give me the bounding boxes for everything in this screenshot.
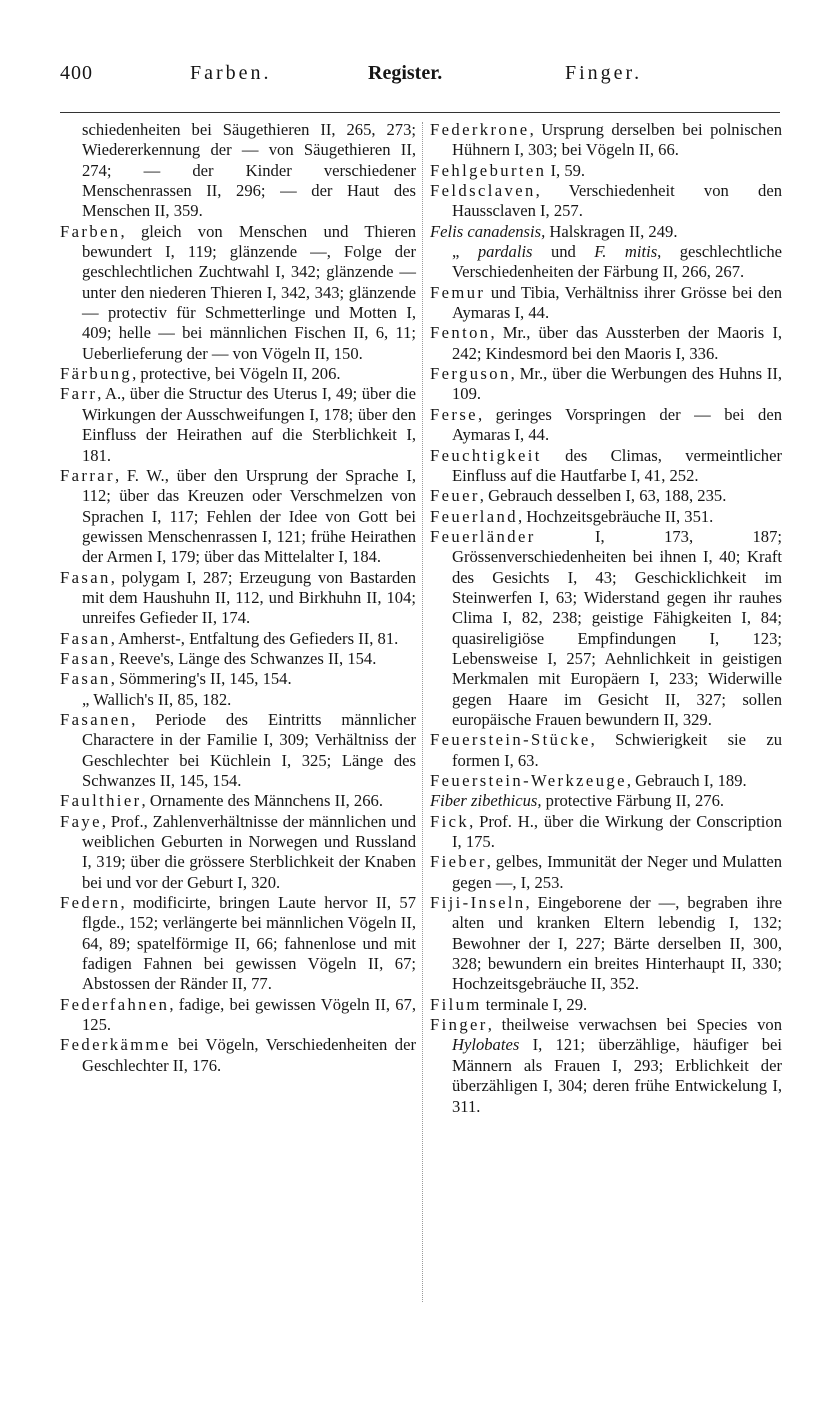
entry-keyword: Fasanen	[60, 709, 132, 729]
entry-text: , Sömmering's II, 145, 154.	[110, 669, 292, 689]
index-entry	[430, 242, 782, 283]
entry-keyword: Ferse	[430, 404, 478, 424]
entry-text: , protective, bei Vögeln II, 206.	[132, 364, 341, 384]
entry-text: , Gebrauch desselben I, 63, 188, 235.	[479, 486, 727, 506]
entry-text: , Amherst-, Entfaltung des Gefieders II, 81.	[110, 628, 399, 648]
entry-text: , Eingeborene der —, begraben ihre alten und kranken Eltern lebendig I, 132; Bewohner der I, 227; Bärte derselben II, 300, 328; bewundern ein breites Hinterhaupt II, 330; Hochzeitsgebräuche II, 352.	[452, 893, 782, 994]
entry-text: , Periode des Eintritts männlicher Charactere in der Familie I, 309; Verhältniss der Geschlechter bei Küchlein I, 325; Länge des Schwanzes II, 145, 154.	[82, 709, 416, 790]
entry-keyword: Femur	[430, 282, 486, 302]
entry-keyword: Federkämme	[60, 1035, 171, 1055]
entry-keyword: Feuerland	[430, 506, 518, 526]
index-entry	[60, 1035, 416, 1076]
index-entry	[60, 466, 416, 568]
index-entry	[430, 791, 782, 811]
entry-keyword: Finger	[430, 1015, 488, 1035]
entry-keyword: Feuerländer	[430, 526, 536, 546]
right-column	[430, 120, 782, 1117]
entry-keyword: Ferguson	[430, 364, 511, 384]
entry-text: , A., über die Structur des Uterus I, 49; über die Wirkungen der Ausschweifungen I, 178; über den Einfluss der Heirathen auf die Sterblichkeit I, 181.	[82, 384, 416, 465]
index-entry	[430, 323, 782, 364]
index-entry	[430, 893, 782, 995]
entry-keyword: Fick	[430, 811, 470, 831]
index-entry	[60, 893, 416, 995]
entry-italic: F. mitis	[594, 242, 658, 262]
index-entry	[430, 222, 782, 242]
entry-keyword: Fasan	[60, 628, 111, 648]
entry-text: , gleich von Menschen und Thieren bewundert I, 119; glänzende —, Folge der geschlechtlichen Zuchtwahl I, 342; glänzende — unter den niederen Thieren I, 342, 343; glänzende — protectiv für Schmetterlinge und Motten I, 409; helle — bei männlichen Fischen II, 6, 11; Ueberlieferung der — von Vögeln II, 150.	[82, 221, 416, 363]
index-entry	[60, 384, 416, 465]
index-entry	[430, 995, 782, 1015]
header-right-term: Finger.	[565, 62, 643, 84]
entry-keyword: Feuerstein-Werkzeuge	[430, 771, 627, 790]
entry-text: schiedenheiten bei Säugethieren II, 265, 273; Wiedererkennung der — von Säugethieren II, 274; — der Kinder verschiedener Menschenrassen II, 296; — der Haut des Menschen II, 359.	[82, 120, 416, 221]
entry-text: , Mr., über die Werbungen des Huhns II, 109.	[452, 364, 782, 404]
index-entry	[430, 527, 782, 730]
entry-text: , Gebrauch I, 189.	[626, 771, 747, 790]
entry-keyword: Federkrone	[430, 120, 530, 139]
index-entry	[60, 222, 416, 364]
entry-text: , Prof., Zahlenverhältnisse der männlichen und weiblichen Geburten in Norwegen und Russland I, 319; über die grössere Sterblichkeit der Knaben bei und vor der Geburt I, 320.	[82, 811, 416, 892]
index-entry	[430, 120, 782, 161]
entry-keyword-italic: Fiber zibethicus,	[430, 791, 542, 811]
index-entry	[60, 629, 416, 649]
entry-italic: Hylobates	[452, 1035, 520, 1055]
entry-keyword: Fehlgeburten	[430, 160, 547, 180]
index-entry	[430, 730, 782, 771]
index-entry	[430, 283, 782, 324]
entry-keyword: Farben	[60, 221, 121, 241]
entry-text: , Schwierigkeit sie zu formen I, 63.	[452, 730, 782, 770]
index-entry	[60, 690, 416, 710]
entry-text: , geringes Vorspringen der — bei den Aymaras I, 44.	[452, 404, 782, 445]
index-entry	[60, 649, 416, 669]
entry-keyword: Farrar	[60, 465, 115, 485]
entry-text: und Tibia, Verhältniss ihrer Grösse bei den Aymaras I, 44.	[452, 282, 782, 323]
entry-keyword-italic: Felis canadensis,	[430, 221, 546, 241]
index-entry	[60, 364, 416, 384]
entry-text: , polygam I, 287; Erzeugung von Bastarden mit dem Haushuhn II, 112, und Birkhuhn II, 104; unreifes Gefieder II, 174.	[82, 567, 416, 628]
entry-text: , Reeve's, Länge des Schwanzes II, 154.	[110, 648, 377, 668]
header-left-term: Farben.	[190, 62, 272, 84]
header-title: Register.	[368, 62, 443, 84]
entry-keyword: Faye	[60, 811, 102, 831]
entry-keyword: Faulthier	[60, 791, 142, 811]
entry-text: , Ornamente des Männchens II, 266.	[141, 791, 383, 811]
entry-text: , fadige, bei gewissen Vögeln II, 67, 125.	[82, 994, 416, 1035]
entry-text: „ Wallich's II, 85, 182.	[82, 689, 232, 709]
index-entry	[60, 710, 416, 791]
entry-text: bei Vögeln, Verschiedenheiten der Geschlechter II, 176.	[82, 1035, 416, 1075]
index-entry	[430, 852, 782, 893]
entry-keyword: Fasan	[60, 567, 111, 587]
entry-text: , F. W., über den Ursprung der Sprache I, 112; über das Kreuzen oder Verschmelzen von Sprachen I, 117; Fehlen der Idee von Gott bei gewissen Menschenrassen I, 121; frühe Heirathen der Armen I, 179; über das Mittelalter I, 184.	[82, 465, 416, 567]
entry-text: I, 121; überzählige, häufiger bei Männern als Frauen I, 293; Erblichkeit der überzähligen I, 304; deren frühe Entwickelung I, 311.	[452, 1035, 782, 1116]
entry-text: , Verschiedenheit von den Haussclaven I, 257.	[452, 181, 782, 221]
entry-text: I, 173, 187; Grössenverschiedenheiten bei ihnen I, 40; Kraft des Gesichts I, 43; Geschicklichkeit im Steinwerfen I, 63; Widerstand gegen ihr rauhes Clima I, 82, 238; geistige Fähigkeiten I, 84; quasireligiöse Empfindungen I, 123; Lebensweise I, 257; Aehnlichkeit in geistigen Merkmalen mit Europäern I, 233; Widerwille gegen Haare im Gesicht II, 327; sollen europäische Frauen bewundern II, 329.	[452, 526, 782, 729]
entry-text: , Hochzeitsgebräuche II, 351.	[517, 506, 714, 526]
entry-keyword: Fenton	[430, 323, 491, 343]
entry-text: , Prof. H., über die Wirkung der Conscription I, 175.	[452, 811, 782, 852]
entry-text: , gelbes, Immunität der Neger und Mulatten gegen —, I, 253.	[452, 852, 782, 892]
index-entry	[430, 161, 782, 181]
entry-text: Halskragen II, 249.	[545, 221, 678, 241]
entry-keyword: Feldsclaven	[430, 181, 536, 201]
entry-text: des Climas, vermeintlicher Einfluss auf die Hautfarbe I, 41, 252.	[452, 445, 782, 485]
entry-text: I, 59.	[546, 160, 586, 180]
index-entry	[60, 995, 416, 1036]
page-header	[60, 62, 780, 90]
entry-keyword: Federn	[60, 893, 121, 913]
index-entry	[430, 364, 782, 405]
page-number: 400	[60, 62, 93, 84]
entry-keyword: Feuerstein-Stücke	[430, 730, 591, 750]
entry-keyword: Filum	[430, 994, 482, 1014]
entry-keyword: Fasan	[60, 669, 111, 689]
left-column	[60, 120, 416, 1076]
entry-keyword: Fiji-Inseln	[430, 893, 526, 913]
entry-keyword: Fasan	[60, 648, 111, 668]
index-entry	[430, 771, 782, 791]
index-entry	[60, 791, 416, 811]
ditto-mark: „	[452, 242, 478, 262]
index-entry	[60, 120, 416, 222]
entry-text: und	[532, 242, 595, 262]
entry-keyword-italic: pardalis	[477, 242, 533, 262]
entry-keyword: Fieber	[430, 852, 487, 872]
entry-text: protective Färbung II, 276.	[541, 791, 725, 811]
entry-text: , Mr., über das Aussterben der Maoris I, 242; Kindesmord bei den Maoris I, 336.	[452, 323, 782, 363]
index-entry	[430, 405, 782, 446]
index-entry	[60, 568, 416, 629]
column-divider	[422, 122, 423, 1302]
entry-text: , Ursprung derselben bei polnischen Hühnern I, 303; bei Vögeln II, 66.	[452, 120, 782, 160]
entry-keyword: Farr	[60, 384, 98, 404]
entry-keyword: Federfahnen	[60, 994, 170, 1014]
entry-text: , modificirte, bringen Laute hervor II, 57 flgde., 152; verlängerte bei männlichen Vögeln II, 64, 89; spatelförmige II, 66; fahnenlose und mit fadigen Fahnen bei gewissen Vögeln II, 67; Abstossen der Ränder II, 77.	[82, 893, 416, 994]
entry-text: , theilweise verwachsen bei Species von	[487, 1015, 782, 1035]
entry-keyword: Färbung	[60, 364, 133, 384]
entry-text: , geschlechtliche Verschiedenheiten der Färbung II, 266, 267.	[452, 242, 783, 282]
index-entry	[430, 1015, 782, 1117]
index-entry	[430, 446, 782, 487]
index-entry	[60, 669, 416, 689]
index-entry	[60, 812, 416, 893]
index-entry	[430, 507, 782, 527]
entry-keyword: Feuer	[430, 486, 480, 506]
header-rule	[60, 112, 780, 113]
index-entry	[430, 486, 782, 506]
index-entry	[430, 812, 782, 853]
entry-text: terminale I, 29.	[481, 994, 588, 1014]
entry-keyword: Feuchtigkeit	[430, 445, 542, 465]
index-entry	[430, 181, 782, 222]
